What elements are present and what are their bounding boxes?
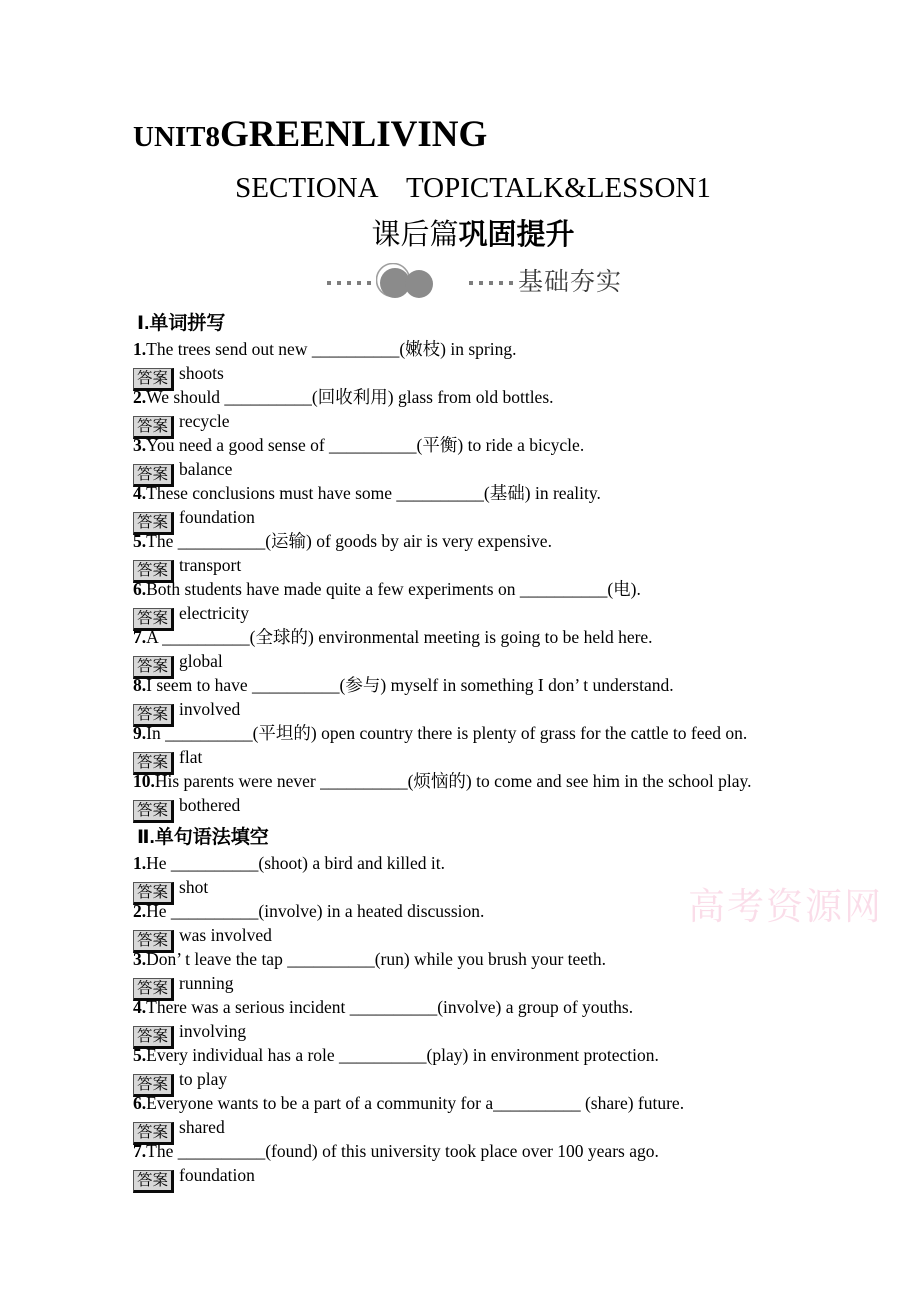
answer-line <box>133 1067 813 1091</box>
question-line <box>133 721 813 745</box>
page-title <box>133 116 813 156</box>
question-number: 6. <box>133 1093 147 1113</box>
section-heading: Ⅰ.单词拼写 <box>137 313 226 334</box>
question-text: There was a serious incident __________(involve) a group of youths. <box>146 997 634 1017</box>
question-number: 6. <box>133 579 147 599</box>
question-line <box>133 947 813 971</box>
question-text: He __________(shoot) a bird and killed it. <box>146 853 446 873</box>
question-line <box>133 577 813 601</box>
answer-line <box>133 745 813 769</box>
question-line <box>133 529 813 553</box>
tagline-regular: 课后篇 <box>371 219 459 251</box>
section-heading: Ⅱ.单句语法填空 <box>137 827 269 848</box>
answer-text: foundation <box>179 507 255 527</box>
question-text: Everyone wants to be a part of a community for a__________ (share) future. <box>146 1093 685 1113</box>
question-number: 10. <box>133 771 155 791</box>
answer-box <box>133 1170 174 1193</box>
question-line <box>133 1043 813 1067</box>
question-line <box>133 995 813 1019</box>
answer-line <box>133 409 813 433</box>
question-number: 1. <box>133 853 147 873</box>
question-line <box>133 1139 813 1163</box>
answer-line <box>133 361 813 385</box>
question-line <box>133 673 813 697</box>
question-text: The __________(运输) of goods by air is very expensive. <box>146 531 552 551</box>
answer-text: was involved <box>179 925 272 945</box>
answer-box-label: 答案 <box>137 514 169 531</box>
question-text: A __________(全球的) environmental meeting is going to be held here. <box>146 627 653 647</box>
answer-line <box>133 601 813 625</box>
unit-title-prefix: UNIT8 <box>133 121 221 153</box>
lesson-tagline <box>133 219 813 251</box>
question-line <box>133 433 813 457</box>
question-text: The trees send out new __________(嫩枝) in spring. <box>146 339 517 359</box>
answer-box-label: 答案 <box>137 562 169 579</box>
answer-box-label: 答案 <box>137 658 169 675</box>
answer-line <box>133 505 813 529</box>
answer-text: shot <box>179 877 209 897</box>
question-text: You need a good sense of __________(平衡) to ride a bicycle. <box>146 435 585 455</box>
answer-line <box>133 697 813 721</box>
answer-box <box>133 800 174 823</box>
question-line <box>133 337 813 361</box>
question-number: 7. <box>133 627 147 647</box>
question-number: 4. <box>133 997 147 1017</box>
answer-text: transport <box>179 555 242 575</box>
answer-box-label: 答案 <box>137 884 169 901</box>
question-number: 1. <box>133 339 147 359</box>
answer-box-label: 答案 <box>137 370 169 387</box>
unit-title-main: GREENLIVING <box>220 114 488 155</box>
question-text: He __________(involve) in a heated discussion. <box>146 901 485 921</box>
answer-line <box>133 923 813 947</box>
question-number: 7. <box>133 1141 147 1161</box>
question-text: Both students have made quite a few experiments on __________(电). <box>146 579 641 599</box>
answer-line <box>133 1115 813 1139</box>
answer-box-label: 答案 <box>137 754 169 771</box>
question-text: The __________(found) of this university took place over 100 years ago. <box>146 1141 659 1161</box>
question-text: We should __________(回收利用) glass from old bottles. <box>146 387 554 407</box>
answer-text: running <box>179 973 234 993</box>
answer-box-label: 答案 <box>137 610 169 627</box>
question-text: Every individual has a role __________(play) in environment protection. <box>146 1045 659 1065</box>
answer-text: to play <box>179 1069 228 1089</box>
answer-text: shared <box>179 1117 225 1137</box>
question-text: His parents were never __________(烦恼的) to come and see him in the school play. <box>154 771 752 791</box>
answer-box-label: 答案 <box>137 1028 169 1045</box>
answer-box-label: 答案 <box>137 466 169 483</box>
answer-box-label: 答案 <box>137 1076 169 1093</box>
question-line <box>133 899 813 923</box>
question-line <box>133 625 813 649</box>
question-line <box>133 851 813 875</box>
sections-container <box>133 311 813 1187</box>
dots-left-icon <box>324 281 374 285</box>
question-number: 3. <box>133 949 147 969</box>
question-list <box>133 851 813 1187</box>
banner-label: 基础夯实 <box>517 269 622 296</box>
dots-right-icon <box>466 281 516 285</box>
tagline-bold: 巩固提升 <box>458 219 575 251</box>
answer-text: electricity <box>179 603 249 623</box>
answer-line <box>133 1163 813 1187</box>
question-number: 3. <box>133 435 147 455</box>
question-number: 2. <box>133 387 147 407</box>
question-number: 8. <box>133 675 147 695</box>
answer-line <box>133 457 813 481</box>
answer-text: recycle <box>179 411 230 431</box>
question-text: In __________(平坦的) open country there is plenty of grass for the cattle to feed on. <box>146 723 748 743</box>
question-text: Don’ t leave the tap __________(run) while you brush your teeth. <box>146 949 607 969</box>
question-number: 9. <box>133 723 147 743</box>
answer-box-label: 答案 <box>137 1124 169 1141</box>
question-number: 2. <box>133 901 147 921</box>
answer-line <box>133 793 813 817</box>
watermark: 高考资源网 <box>688 887 883 928</box>
answer-line <box>133 649 813 673</box>
question-line <box>133 481 813 505</box>
answer-line <box>133 1019 813 1043</box>
answer-text: shoots <box>179 363 224 383</box>
answer-text: bothered <box>179 795 241 815</box>
double-circle-icon <box>376 263 442 303</box>
section <box>133 825 813 1187</box>
answer-box-label: 答案 <box>137 932 169 949</box>
answer-text: balance <box>179 459 233 479</box>
section-subtitle: SECTIONA TOPICTALK&LESSON1 <box>235 172 711 204</box>
answer-box-label: 答案 <box>137 418 169 435</box>
question-list <box>133 337 813 817</box>
answer-text: involving <box>179 1021 247 1041</box>
answer-text: foundation <box>179 1165 255 1185</box>
question-number: 4. <box>133 483 147 503</box>
basics-banner <box>133 263 813 303</box>
answer-line <box>133 553 813 577</box>
question-number: 5. <box>133 1045 147 1065</box>
content-column <box>133 116 813 1187</box>
question-line <box>133 385 813 409</box>
answer-text: global <box>179 651 223 671</box>
answer-box-label: 答案 <box>137 802 169 819</box>
question-text: I seem to have __________(参与) myself in something I don’ t understand. <box>146 675 674 695</box>
answer-line <box>133 971 813 995</box>
question-line <box>133 769 813 793</box>
question-line <box>133 1091 813 1115</box>
answer-box-label: 答案 <box>137 706 169 723</box>
section <box>133 311 813 817</box>
question-text: These conclusions must have some __________(基础) in reality. <box>146 483 601 503</box>
answer-text: involved <box>179 699 241 719</box>
answer-line <box>133 875 813 899</box>
answer-box-label: 答案 <box>137 980 169 997</box>
answer-box-label: 答案 <box>137 1172 169 1189</box>
question-number: 5. <box>133 531 147 551</box>
answer-text: flat <box>179 747 203 767</box>
